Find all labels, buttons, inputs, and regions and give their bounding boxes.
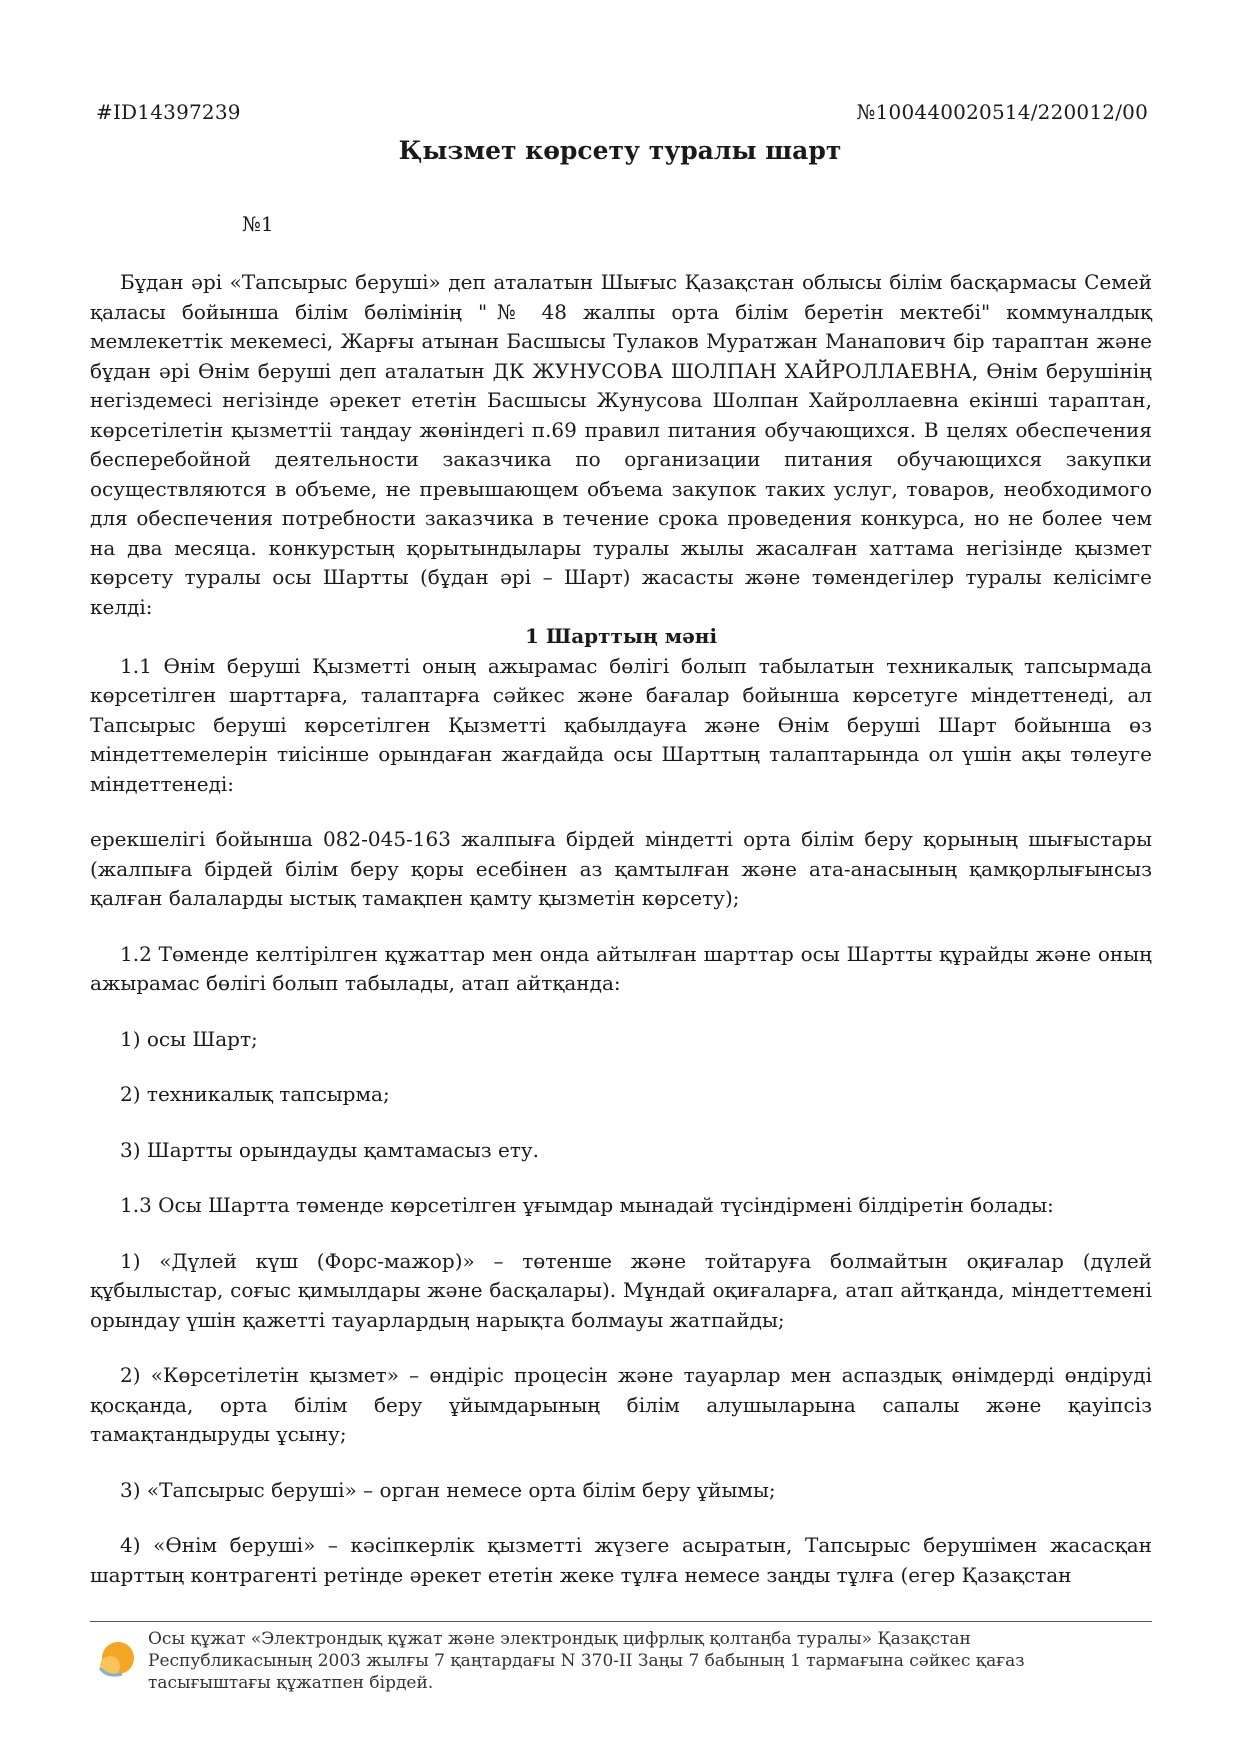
section-heading: 1 Шарттың мәні — [524, 624, 718, 648]
egov-logo-icon — [94, 1638, 138, 1682]
contract-body — [90, 268, 1152, 1590]
intro-paragraph: Бұдан әрі «Тапсырыс беруші» деп аталатын Шығыс Қазақстан облысы білім басқармасы Семей қаласы бойынша білім бөлімінің "№ 48 жалпы орта білім беретін мектебі" коммуналдық мемлекеттік мекемесі, Жарғы атынан Басшысы Тулаков Муратжан Манапович бір тараптан және бұдан әрі Өнім беруші деп аталатын ДК ЖУНУСОВА ШОЛПАН ХАЙРОЛЛАЕВНА, Өнім берушінің негіздемесі негізінде әрекет ететін Басшысы Жунусова Шолпан Хайроллаевна екінші тараптан, көрсетілетін қызметтіі таңдау жөніндегі п.69 правил питания обучающихся. В целях обеспечения бесперебойной деятельности заказчика по организации питания обучающихся закупки осуществляются в объеме, не превышающем объема закупок таких услуг, товаров, необходимого для обеспечения потребности заказчика в течение срока проведения конкурса, но не более чем на два месяца. конкурстың қорытындылары туралы жылы жасалған хаттама негізінде қызмет көрсету туралы осы Шартты (бұдан әрі – Шарт) жасасты және төмендегілер туралы келісімге келді: — [90, 270, 1152, 619]
document-id: #ID14397239 — [96, 100, 241, 124]
document-number: №100440020514/220012/00 — [856, 100, 1148, 124]
footer-note: Осы құжат «Электрондық құжат және электрондық цифрлық қолтаңба туралы» Қазақстан Республикасының 2003 жылғы 7 қаңтардағы N 370-II Заңы 7 бабының 1 тармағына сәйкес қағаз тасығыштағы құжатпен бірдей. — [148, 1629, 1025, 1693]
definition-item: 2) «Көрсетілетін қызмет» – өндіріс процесін және тауарлар мен аспаздық өнімдерді өндіруді қосқанда, орта білім беру ұйымдарының білім алушыларына сапалы және қауіпсіз тамақтандыруды ұсыну; — [90, 1363, 1152, 1446]
special-paragraph: ерекшелігі бойынша 082-045-163 жалпыға бірдей міндетті орта білім беру қорының шығыстары (жалпыға бірдей білім беру қоры есебінен аз қамтылған және ата-анасының қамқорлығынсыз қалған балаларды ыстық тамақпен қамту қызметін көрсету); — [90, 827, 1152, 910]
clause-1-1: 1.1 Өнім беруші Қызметті оның ажырамас бөлігі болып табылатын техникалық тапсырмада көрсетілген шарттарға, талаптарға сәйкес және бағалар бойынша көрсетуге міндеттенеді, ал Тапсырыс беруші көрсетілген Қызметті қабылдауға және Өнім беруші Шарт бойынша өз міндеттемелерін тиісінше орындаған жағдайда осы Шарттың талаптарында ол үшін ақы төлеуге міндеттенеді: — [90, 653, 1152, 796]
list-item: 3) Шартты орындауды қамтамасыз ету. — [120, 1137, 540, 1162]
clause-1-2: 1.2 Төменде келтірілген құжаттар мен онда айтылған шарттар осы Шартты құрайды және оның ажырамас бөлігі болып табылады, атап айтқанда: — [90, 941, 1152, 995]
definition-item: 3) «Тапсырыс беруші» – орган немесе орта білім беру ұйымы; — [120, 1477, 776, 1502]
page-title: Қызмет көрсету туралы шарт — [398, 136, 842, 165]
footer-divider — [90, 1621, 1152, 1622]
list-item: 2) техникалық тапсырма; — [120, 1082, 390, 1106]
definition-item: 4) «Өнім беруші» – кәсіпкерлік қызметті жүзеге асыратын, Тапсырыс берушімен жасасқан шарттың контрагенті ретінде әрекет ететін жеке тұлға немесе заңды тұлға (егер Қазақстан — [90, 1533, 1152, 1587]
definition-item: 1) «Дүлей күш (Форс-мажор)» – төтенше және тойтаруға болмайтын оқиғалар (дүлей құбылыстар, соғыс қимылдары және басқалары). Мұндай оқиғаларға, атап айтқанда, міндеттемені орындау үшін қажетті тауарлардың нарықта болмауы жатпайды; — [90, 1248, 1152, 1332]
clause-1-3: 1.3 Осы Шартта төменде көрсетілген ұғымдар мынадай түсіндірмені білдіретін болады: — [120, 1193, 1054, 1217]
contract-number: №1 — [242, 212, 274, 236]
list-item: 1) осы Шарт; — [120, 1026, 258, 1051]
